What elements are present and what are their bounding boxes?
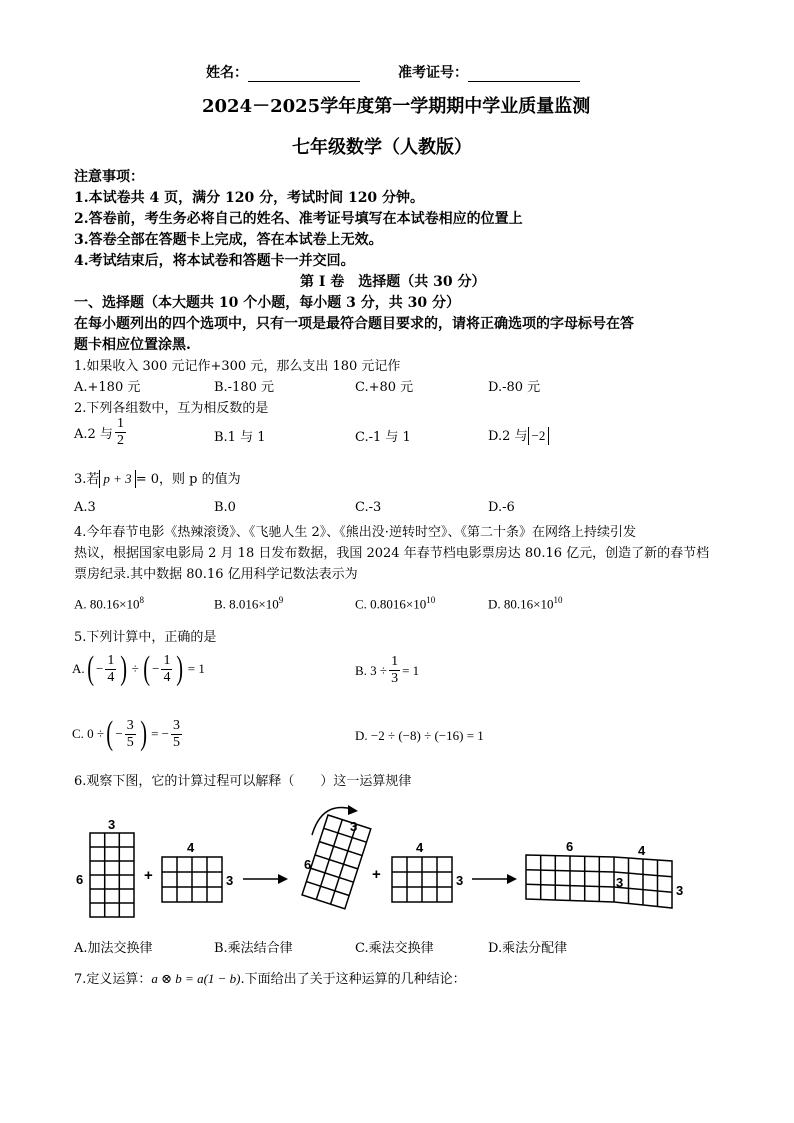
right-paren: ): [120, 650, 128, 687]
question-7-stem: [74, 968, 466, 987]
question-4-line: 热议，根据国家电影局 2 月 18 日发布数据，我国 2024 年春节档电影票房达 80.16 亿元，创造了新的春节档: [74, 546, 710, 561]
exam-id-blank: [468, 65, 580, 82]
divide-sign: ÷: [131, 661, 139, 676]
minus-sign: −: [115, 726, 123, 741]
name-blank: [248, 65, 360, 82]
option-c: [72, 717, 184, 751]
page-subtitle: 七年级数学（人教版）: [292, 137, 472, 158]
option-c-label: C. 0 ÷: [72, 726, 105, 741]
option-d: D. −2 ÷ (−8) ÷ (−16) = 1: [355, 728, 484, 743]
grid-label: 3: [456, 873, 464, 888]
question-4-line: 4.今年春节电影《热辣滚烫》、《飞驰人生 2》、《熊出没·逆转时空》、《第二十条》在网络上持续引发: [74, 525, 636, 540]
left-paren: (: [106, 715, 114, 752]
option-d: D.乘法分配律: [488, 941, 568, 956]
fraction: [105, 653, 116, 686]
option-a: [72, 652, 205, 686]
plus-sign: +: [372, 866, 381, 883]
denominator: 4: [163, 669, 171, 685]
grid-label: 3: [616, 875, 624, 890]
instruction-line: 题卡相应位置涂黑.: [74, 337, 191, 353]
fraction: [171, 718, 182, 751]
option-d-text: D.2 与: [488, 429, 528, 444]
fraction: [115, 416, 126, 449]
grid-label: 4: [416, 840, 424, 855]
option-a-result: = 1: [187, 661, 205, 676]
question-3-stem: [74, 468, 241, 488]
grid-3x6: [90, 833, 134, 917]
option-c: C.-3: [355, 500, 382, 515]
numerator: 1: [163, 652, 171, 668]
name-label: 姓名：: [206, 65, 248, 81]
option-d: [488, 595, 562, 612]
exponent: 8: [139, 595, 144, 605]
note-item: 4.考试结束后，将本试卷和答题卡一并交回。: [74, 253, 355, 269]
grid-4x3: [162, 857, 222, 902]
grid-label: 4: [187, 840, 195, 855]
option-a-label: A.: [72, 661, 85, 676]
plus-sign: +: [144, 867, 153, 884]
part-title: 一、选择题（本大题共 10 个小题，每小题 3 分，共 30 分）: [74, 295, 460, 311]
question-1-stem: 1.如果收入 300 元记作+300 元，那么支出 180 元记作: [74, 359, 401, 374]
right-paren: ): [140, 715, 147, 752]
equals-minus: = −: [151, 726, 169, 741]
grid-label: 4: [638, 843, 646, 858]
option-d: D.-6: [488, 500, 515, 515]
left-paren: (: [143, 650, 150, 687]
option-a: [74, 595, 144, 612]
numerator: 3: [126, 717, 134, 733]
option-d: D.-80 元: [488, 380, 541, 395]
grid-label: 3: [676, 883, 684, 898]
option-c: [355, 595, 435, 612]
notes-title: 注意事项：: [74, 169, 144, 185]
option-a: A.+180 元: [74, 380, 141, 395]
numerator: 3: [172, 717, 180, 733]
figure-background: [290, 795, 700, 925]
grid-label: 6: [76, 872, 84, 887]
question-5-stem: 5.下列计算中，正确的是: [74, 630, 217, 645]
denominator: 4: [107, 669, 115, 685]
exam-id-label: 准考证号：: [398, 65, 468, 81]
option-a: A.3: [74, 500, 96, 515]
stem-suffix: .下面给出了关于这种运算的几种结论：: [240, 972, 466, 987]
option-c: C.-1 与 1: [355, 430, 411, 445]
grid-label: 3: [226, 873, 234, 888]
option-b-base: B. 8.016×10: [214, 596, 279, 612]
exam-id-field: [398, 62, 580, 82]
option-b-label: B. 3 ÷: [355, 662, 388, 678]
option-b: B.0: [214, 500, 236, 515]
question-4-line: 票房纪录.其中数据 80.16 亿用科学记数法表示为: [74, 567, 358, 582]
stem-suffix: = 0，则 p 的值为: [135, 472, 241, 487]
name-field: [206, 62, 360, 82]
option-d-base: D. 80.16×10: [488, 596, 554, 612]
numerator: 1: [107, 652, 115, 668]
formula: a ⊗ b = a(1 − b): [151, 971, 241, 986]
grid-label: 6: [566, 839, 574, 854]
left-paren: (: [86, 650, 94, 687]
option-b: [214, 595, 283, 612]
question-2-stem: 2.下列各组数中，互为相反数的是: [74, 401, 269, 416]
section-heading: 第 I 卷 选择题（共 30 分）: [300, 274, 486, 290]
option-a-text: A.2 与: [74, 427, 113, 442]
grid-label: 3: [350, 819, 358, 834]
grid-label: 3: [108, 817, 116, 832]
stem-prefix: 7.定义运算：: [74, 972, 152, 987]
absolute-value: −2: [528, 427, 550, 445]
numerator: 1: [391, 654, 399, 669]
option-c: C.乘法交换律: [355, 941, 434, 956]
note-item: 1.本试卷共 4 页，满分 120 分，考试时间 120 分钟。: [74, 190, 425, 206]
option-b: [355, 654, 419, 687]
option-a-base: A. 80.16×10: [74, 596, 140, 612]
q6-figure: [60, 795, 700, 930]
note-item: 3.答卷全部在答题卡上完成，答在本试卷上无效。: [74, 232, 383, 248]
option-c-base: C. 0.8016×10: [355, 596, 427, 612]
fraction: [389, 654, 400, 687]
denominator: 3: [391, 671, 399, 686]
numerator: 1: [116, 416, 124, 431]
option-a: A.加法交换律: [74, 941, 153, 956]
exponent: 10: [553, 595, 563, 605]
denominator: 5: [172, 734, 180, 750]
denominator: 2: [116, 433, 124, 448]
page-title: 2024－2025学年度第一学期期中学业质量监测: [202, 96, 591, 117]
fraction: [125, 718, 136, 751]
option-d: [488, 425, 549, 445]
absolute-value: p + 3: [99, 470, 135, 488]
option-b: B.乘法结合律: [214, 941, 293, 956]
minus-sign: −: [95, 661, 104, 676]
option-b-result: = 1: [402, 662, 420, 678]
option-b: B.1 与 1: [214, 430, 266, 445]
note-item: 2.答卷前，考生务必将自己的姓名、准考证号填写在本试卷相应的位置上: [74, 211, 523, 227]
option-a: [74, 416, 128, 449]
exponent: 10: [426, 595, 436, 605]
exponent: 9: [278, 595, 284, 605]
grid-label: 6: [304, 857, 312, 872]
arrow-icon: [243, 874, 288, 884]
right-paren: ): [176, 650, 184, 687]
option-b: B.-180 元: [214, 380, 275, 395]
instruction-line: 在每小题列出的四个选项中，只有一项是最符合题目要求的，请将正确选项的字母标号在答: [74, 316, 634, 332]
denominator: 5: [126, 734, 134, 750]
stem-prefix: 3.若: [74, 472, 100, 487]
minus-sign: −: [152, 661, 160, 676]
option-c: C.+80 元: [355, 380, 414, 395]
fraction: [161, 653, 172, 686]
question-6-stem: 6.观察下图，它的计算过程可以解释（ ）这一运算规律: [74, 774, 412, 789]
